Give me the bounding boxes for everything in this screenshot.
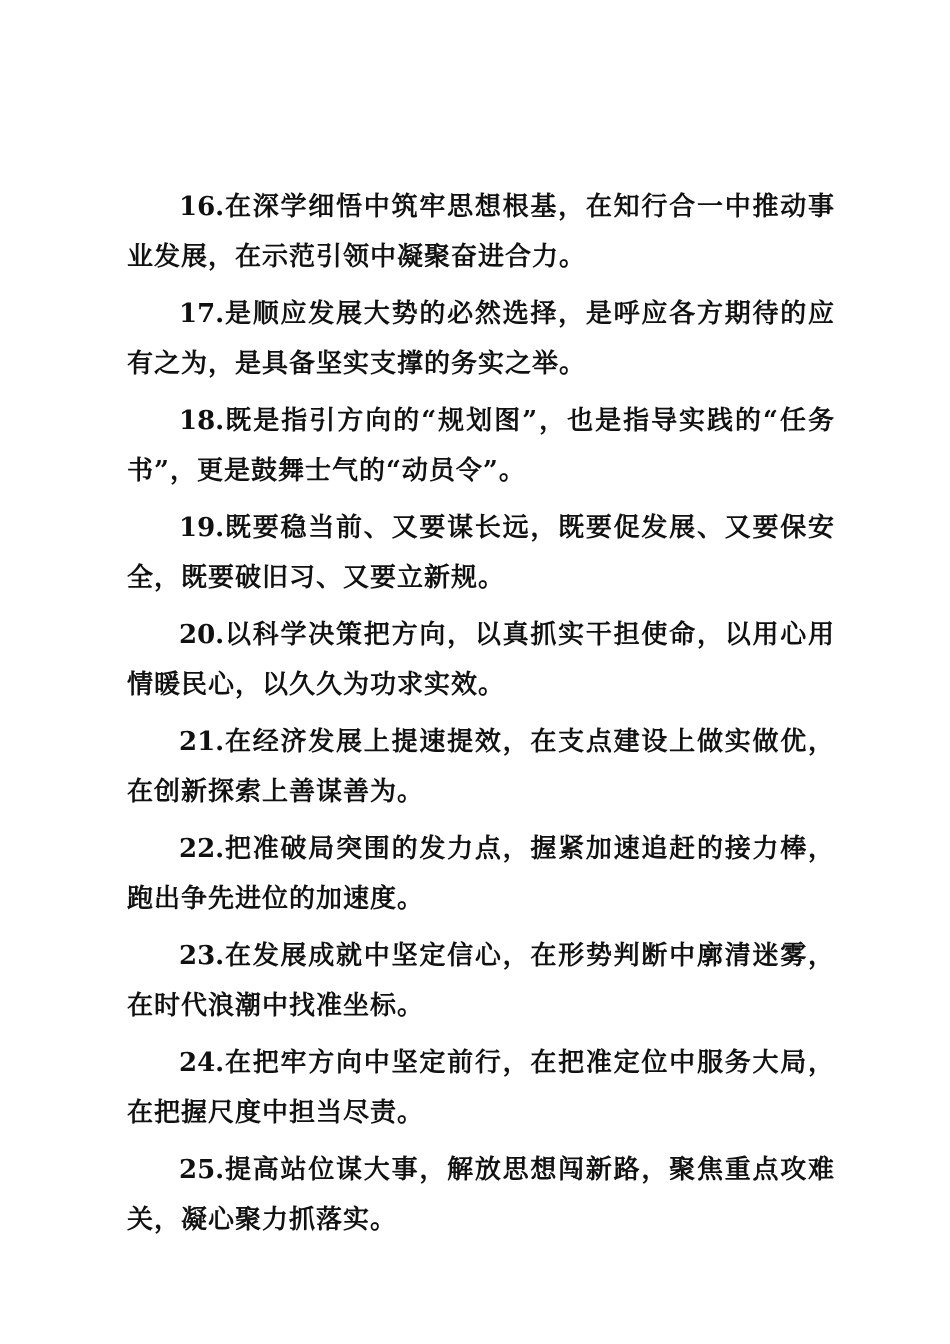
paragraph-24 (127, 1038, 835, 1138)
paragraph-number: 22. (179, 834, 225, 864)
paragraph-number: 24. (179, 1048, 225, 1078)
paragraph-text: 在经济发展上提速提效，在支点建设上做实做优，在创新探索上善谋善为。 (127, 727, 835, 807)
paragraph-text: 在把牢方向中坚定前行，在把准定位中服务大局，在把握尺度中担当尽责。 (127, 1048, 835, 1128)
paragraph-23 (127, 931, 835, 1031)
paragraph-number: 19. (179, 513, 225, 543)
paragraph-text: 既要稳当前、又要谋长远，既要促发展、又要保安全，既要破旧习、又要立新规。 (127, 513, 835, 593)
paragraph-text: 在深学细悟中筑牢思想根基，在知行合一中推动事业发展，在示范引领中凝聚奋进合力。 (127, 192, 835, 272)
paragraph-number: 17. (179, 299, 225, 329)
paragraph-text: 在发展成就中坚定信心，在形势判断中廓清迷雾，在时代浪潮中找准坐标。 (127, 941, 835, 1021)
paragraph-text: 是顺应发展大势的必然选择，是呼应各方期待的应有之为，是具备坚实支撑的务实之举。 (127, 299, 835, 379)
paragraph-text: 提高站位谋大事，解放思想闯新路，聚焦重点攻难关，凝心聚力抓落实。 (127, 1155, 835, 1235)
paragraph-number: 18. (179, 406, 225, 436)
paragraph-22 (127, 824, 835, 924)
paragraph-19 (127, 503, 835, 603)
paragraph-25 (127, 1145, 835, 1245)
document-body (127, 182, 835, 1252)
paragraph-21 (127, 717, 835, 817)
paragraph-number: 25. (179, 1155, 225, 1185)
paragraph-20 (127, 610, 835, 710)
paragraph-text: 既是指引方向的“规划图”，也是指导实践的“任务书”，更是鼓舞士气的“动员令”。 (127, 406, 835, 486)
paragraph-number: 16. (179, 192, 225, 222)
paragraph-text: 以科学决策把方向，以真抓实干担使命，以用心用情暖民心，以久久为功求实效。 (127, 620, 835, 700)
paragraph-number: 21. (179, 727, 225, 757)
paragraph-18 (127, 396, 835, 496)
paragraph-text: 把准破局突围的发力点，握紧加速追赶的接力棒，跑出争先进位的加速度。 (127, 834, 835, 914)
paragraph-16 (127, 182, 835, 282)
paragraph-number: 23. (179, 941, 225, 971)
paragraph-number: 20. (179, 620, 225, 650)
paragraph-17 (127, 289, 835, 389)
